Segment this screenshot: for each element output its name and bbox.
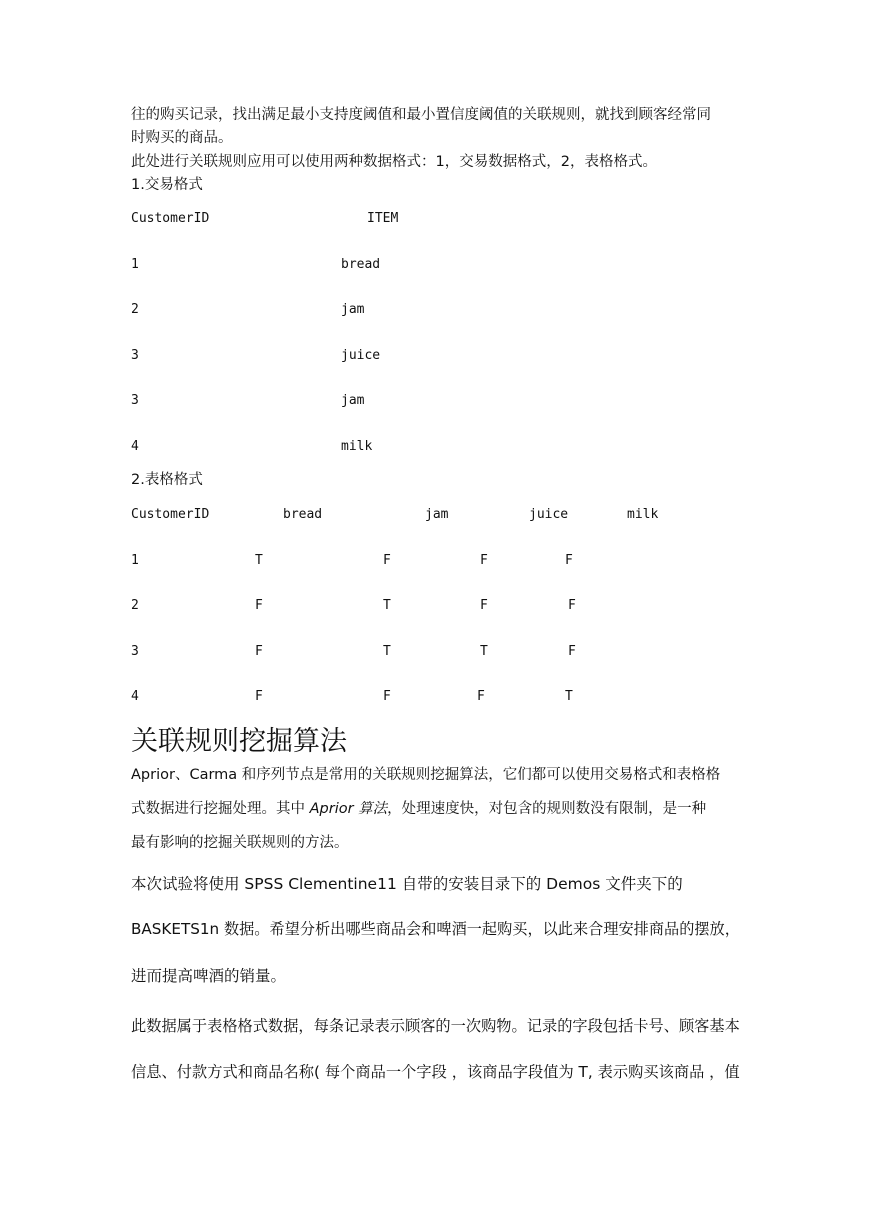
tbl-header-bread: bread — [283, 507, 323, 522]
intro-line-2: 时购买的商品。 — [131, 130, 233, 146]
para3-line-2: 信息、付款方式和商品名称( 每个商品一个字段 ，该商品字段值为 T, 表示购买该商品 ，值 — [131, 1063, 740, 1081]
tx-row-1-item: bread — [341, 257, 381, 272]
section-heading: 关联规则挖掘算法 — [131, 726, 347, 757]
tbl-header-juice: juice — [529, 507, 569, 522]
tbl-header-customerid: CustomerID — [131, 507, 210, 522]
aprior-emphasis: Aprior 算法 — [309, 801, 388, 817]
tbl-row-1-bread: T — [255, 553, 263, 568]
tbl-row-1-juice: F — [480, 553, 488, 568]
para1-line-1: Aprior、Carma 和序列节点是常用的关联规则挖掘算法，它们都可以使用交易格式和表格格 — [131, 767, 721, 783]
tx-header-item: ITEM — [367, 211, 399, 226]
tbl-row-4-juice: F — [477, 689, 485, 704]
tbl-row-1-milk: F — [565, 553, 573, 568]
tx-row-3-id: 3 — [131, 348, 139, 363]
intro-line-3: 此处进行关联规则应用可以使用两种数据格式：1，交易数据格式，2，表格格式。 — [131, 154, 657, 170]
tbl-row-3-milk: F — [568, 644, 576, 659]
tbl-row-3-juice: T — [480, 644, 488, 659]
tbl-row-2-milk: F — [568, 598, 576, 613]
tbl-row-3-id: 3 — [131, 644, 139, 659]
tbl-row-1-id: 1 — [131, 553, 139, 568]
tx-row-5-id: 4 — [131, 439, 139, 454]
table-format-title: 2.表格格式 — [131, 472, 203, 488]
para1-line-3: 最有影响的挖掘关联规则的方法。 — [131, 835, 349, 851]
tx-row-2-id: 2 — [131, 302, 139, 317]
tbl-row-2-juice: F — [480, 598, 488, 613]
transaction-format-title: 1.交易格式 — [131, 177, 203, 193]
tbl-header-milk: milk — [627, 507, 659, 522]
para3-line-1: 此数据属于表格格式数据，每条记录表示顾客的一次购物。记录的字段包括卡号、顾客基本 — [131, 1017, 740, 1035]
tbl-row-4-bread: F — [255, 689, 263, 704]
tx-header-customerid: CustomerID — [131, 211, 210, 226]
para2-line-1: 本次试验将使用 SPSS Clementine11 自带的安装目录下的 Demos 文件夹下的 — [131, 875, 683, 893]
tbl-row-3-jam: T — [383, 644, 391, 659]
para2-line-3: 进而提高啤酒的销量。 — [131, 967, 287, 985]
tx-row-4-id: 3 — [131, 393, 139, 408]
tbl-row-4-jam: F — [383, 689, 391, 704]
tbl-row-1-jam: F — [383, 553, 391, 568]
tbl-row-4-milk: T — [565, 689, 573, 704]
intro-line-1: 往的购买记录，找出满足最小支持度阈值和最小置信度阈值的关联规则，就找到顾客经常同 — [131, 107, 711, 123]
tbl-row-3-bread: F — [255, 644, 263, 659]
tbl-row-4-id: 4 — [131, 689, 139, 704]
tbl-row-2-id: 2 — [131, 598, 139, 613]
tx-row-2-item: jam — [341, 302, 365, 317]
tbl-row-2-bread: F — [255, 598, 263, 613]
tx-row-3-item: juice — [341, 348, 381, 363]
tx-row-4-item: jam — [341, 393, 365, 408]
para1-line-2: 式数据进行挖掘处理。其中 Aprior 算法，处理速度快，对包含的规则数没有限制，是一种 — [131, 801, 707, 817]
para2-line-2: BASKETS1n 数据。希望分析出哪些商品会和啤酒一起购买，以此来合理安排商品的摆放， — [131, 920, 740, 938]
tbl-row-2-jam: T — [383, 598, 391, 613]
tx-row-5-item: milk — [341, 439, 373, 454]
tx-row-1-id: 1 — [131, 257, 139, 272]
tbl-header-jam: jam — [425, 507, 449, 522]
